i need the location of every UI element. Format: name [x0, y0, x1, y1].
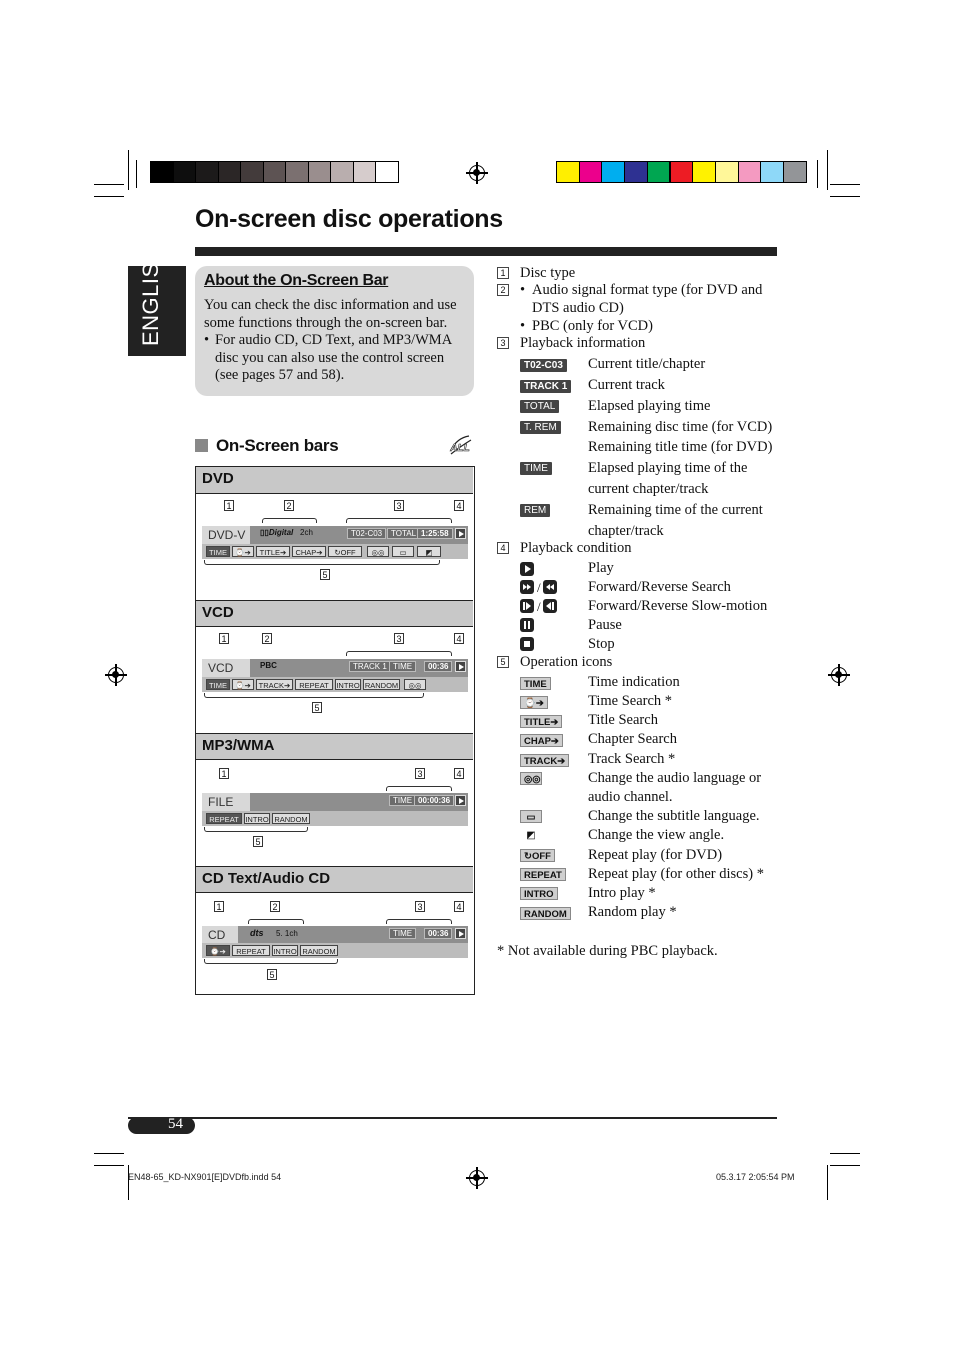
random-icon: RANDOM	[520, 907, 571, 920]
angle-icon: ◩	[417, 546, 441, 557]
legend-bullet: •	[520, 318, 526, 334]
legend-text: Remaining time of the current	[588, 502, 763, 518]
track-search-icon: TRACK➔	[520, 754, 569, 767]
callout-3: 3	[415, 901, 425, 912]
legend-pbc: PBC (only for VCD)	[532, 318, 653, 334]
repeat-off-chip: ↻OFF	[328, 546, 362, 557]
color-swatch	[353, 161, 377, 183]
callout-5: 5	[253, 836, 263, 847]
color-swatch	[601, 161, 625, 183]
callout-4: 4	[454, 768, 464, 779]
about-box	[195, 266, 474, 396]
disc-type: VCD	[202, 659, 250, 677]
legend-text: Change the subtitle language.	[588, 808, 760, 824]
repeat-icon: REPEAT	[520, 868, 566, 881]
total-time: 1:25:58	[417, 528, 453, 539]
callout-3: 3	[415, 768, 425, 779]
title-rule	[195, 247, 777, 256]
audio-format: 5. 1ch	[276, 929, 298, 938]
chapter-search-chip: CHAP➔	[292, 546, 326, 557]
registration-mark-icon	[108, 667, 124, 683]
crop-mark	[128, 1165, 129, 1200]
bracket	[248, 919, 304, 924]
legend-text: Repeat play (for other discs) *	[588, 866, 764, 882]
legend-text: Play	[588, 560, 614, 576]
play-icon	[455, 928, 466, 939]
legend-audio-format: Audio signal format type (for DVD and	[532, 282, 763, 298]
time-search-chip: ⌚➔	[206, 945, 230, 956]
random-chip: RANDOM	[300, 945, 338, 956]
chapter-search-icon: CHAP➔	[520, 734, 563, 747]
intro-chip: INTRO	[245, 815, 269, 824]
random-chip: RANDOM	[364, 681, 399, 690]
callout-1: 1	[214, 901, 224, 912]
repeat-chip: REPEAT	[232, 945, 270, 956]
track-indicator: TRACK 1	[349, 661, 391, 672]
play-icon	[455, 528, 466, 539]
crop-mark	[94, 1153, 124, 1154]
color-swatch	[647, 161, 671, 183]
callout-4: 4	[454, 633, 464, 644]
callout-2: 2	[262, 633, 272, 644]
legend-text: Random play *	[588, 904, 677, 920]
bracket	[386, 786, 452, 791]
legend-text: current chapter/track	[588, 481, 709, 497]
color-swatch	[783, 161, 807, 183]
callout-2: 2	[270, 901, 280, 912]
legend-text: Remaining title time (for DVD)	[588, 439, 773, 455]
color-swatch	[760, 161, 784, 183]
legend-num-3: 3	[497, 337, 509, 349]
bracket	[204, 693, 424, 698]
legend-num-2: 2	[497, 284, 509, 296]
mp3-onscreen-bar	[202, 793, 468, 826]
crop-mark	[830, 184, 860, 185]
intro-icon: INTRO	[520, 887, 558, 900]
bracket	[204, 560, 440, 565]
subtitle-icon: ▭	[392, 546, 414, 557]
page-number-tab	[128, 1117, 195, 1134]
svg-text:/: /	[537, 599, 541, 613]
time-indication-icon: TIME	[520, 677, 551, 690]
random-chip: RANDOM	[272, 813, 310, 824]
section-header-dvd: DVD	[196, 467, 473, 494]
legend-text: Elapsed playing time of the	[588, 460, 748, 476]
crop-mark	[136, 160, 137, 188]
color-swatch	[173, 161, 197, 183]
onscreen-bars-panel	[195, 466, 475, 995]
legend-text: Elapsed playing time	[588, 398, 711, 414]
footnote: * Not available during PBC playback.	[497, 943, 718, 959]
svg-text:ALL: ALL	[450, 443, 470, 454]
total-label: TOTAL	[387, 528, 420, 539]
intro-chip: INTRO	[273, 947, 297, 956]
callout-3: 3	[394, 633, 404, 644]
section-header-mp3-wma: MP3/WMA	[196, 733, 473, 760]
registration-mark-icon	[469, 1170, 485, 1186]
dvd-operation-row	[202, 544, 468, 559]
legend-text: Forward/Reverse Search	[588, 579, 731, 595]
crop-mark	[827, 150, 828, 190]
legend-text: Repeat play (for DVD)	[588, 847, 723, 863]
all-discs-icon	[447, 432, 473, 458]
crop-mark	[94, 196, 124, 197]
time-chip: TIME	[206, 679, 230, 690]
registration-mark-icon	[469, 165, 485, 181]
elapsed-time: 00:00:36	[414, 795, 454, 806]
time-label: TIME	[389, 661, 416, 672]
subtitle-icon: ▭	[520, 810, 542, 823]
legend-playback-condition: Playback condition	[520, 540, 632, 556]
title-chapter-icon: T02-C03	[520, 359, 567, 372]
play-icon	[455, 661, 466, 672]
track-icon: TRACK 1	[520, 380, 571, 393]
about-body: You can check the disc information and use some functions through the on-screen bar.	[204, 297, 457, 331]
bracket	[346, 651, 452, 656]
crop-mark	[94, 1165, 124, 1166]
stop-icon	[520, 637, 534, 651]
audio-icon: ◎◎	[520, 772, 542, 785]
legend-text: Chapter Search	[588, 731, 677, 747]
total-icon: TOTAL	[520, 400, 559, 413]
crop-mark	[827, 1165, 828, 1200]
section-header-vcd: VCD	[196, 600, 473, 627]
cd-onscreen-bar	[202, 926, 468, 958]
callout-2: 2	[284, 500, 294, 511]
rem-icon: REM	[520, 504, 550, 517]
color-swatch	[579, 161, 603, 183]
crop-mark	[94, 184, 124, 185]
legend-text: Current track	[588, 377, 665, 393]
color-swatch	[738, 161, 762, 183]
page-number: 54	[168, 1116, 183, 1132]
audio-format: 2ch	[300, 528, 313, 537]
legend-text: Change the audio language or	[588, 770, 762, 786]
time-icon: TIME	[520, 462, 552, 475]
bracket	[204, 827, 308, 832]
dvd-onscreen-bar	[202, 526, 468, 559]
dts-logo: dts	[250, 928, 264, 938]
color-swatch	[715, 161, 739, 183]
t-rem-icon: T. REM	[520, 421, 561, 434]
color-swatch	[375, 161, 399, 183]
angle-icon: ◩	[520, 829, 542, 842]
mp3-operation-row	[202, 811, 468, 826]
registration-mark-icon	[831, 667, 847, 683]
play-icon	[520, 562, 534, 576]
bracket	[262, 518, 317, 523]
dolby-digital-icon: ▯▯Digital	[260, 528, 294, 537]
crop-mark	[817, 160, 818, 188]
title-chapter-indicator: T02-C03	[347, 528, 386, 539]
pause-icon	[520, 618, 534, 632]
about-heading: About the On-Screen Bar	[204, 272, 389, 289]
legend-text: Pause	[588, 617, 622, 633]
disc-type: DVD-V	[202, 526, 250, 544]
color-swatch	[692, 161, 716, 183]
onscreen-bars-heading: On-Screen bars	[195, 436, 338, 456]
color-swatch	[285, 161, 309, 183]
time-label: TIME	[389, 928, 416, 939]
cd-operation-row	[202, 943, 468, 958]
legend-audio-format-cont: DTS audio CD)	[532, 300, 624, 316]
legend-text: Stop	[588, 636, 615, 652]
time-search-chip: ⌚➔	[232, 679, 254, 690]
language-tab-label: ENGLISH	[138, 245, 163, 346]
callout-4: 4	[454, 901, 464, 912]
repeat-chip: REPEAT	[206, 813, 242, 824]
elapsed-time: 00:36	[424, 928, 452, 939]
repeat-chip: REPEAT	[295, 679, 333, 690]
time-label: TIME	[389, 795, 416, 806]
callout-5: 5	[267, 969, 277, 980]
crop-mark	[128, 150, 129, 190]
legend-text: Intro play *	[588, 885, 656, 901]
legend-text: chapter/track	[588, 523, 664, 539]
legend-text: Change the view angle.	[588, 827, 725, 843]
legend-disc-type: Disc type	[520, 265, 576, 281]
crop-mark	[830, 196, 860, 197]
callout-1: 1	[224, 500, 234, 511]
disc-type: FILE	[202, 793, 250, 811]
legend-playback-info: Playback information	[520, 335, 646, 351]
legend-num-4: 4	[497, 542, 509, 554]
audio-icon: ◎◎	[404, 679, 426, 690]
color-swatch	[670, 161, 694, 183]
square-bullet-icon	[195, 439, 208, 452]
time-search-icon: ⌚➔	[520, 696, 548, 709]
crop-mark	[830, 1153, 860, 1154]
legend-num-5: 5	[497, 656, 509, 668]
bracket	[386, 919, 452, 924]
legend-num-1: 1	[497, 267, 509, 279]
title-search-icon: TITLE➔	[520, 715, 562, 728]
crop-mark	[830, 1165, 860, 1166]
callout-5: 5	[320, 569, 330, 580]
color-swatch	[218, 161, 242, 183]
callout-5: 5	[312, 702, 322, 713]
legend-text: Time indication	[588, 674, 680, 690]
bracket	[346, 518, 452, 523]
slug-timestamp: 05.3.17 2:05:54 PM	[716, 1172, 795, 1182]
color-swatch	[624, 161, 648, 183]
about-bullet: • For audio CD, CD Text, and MP3/WMA disc you can also use the control screen (see pages 57 and 58).	[204, 332, 466, 385]
legend-text: Time Search *	[588, 693, 673, 709]
vcd-onscreen-bar	[202, 659, 468, 692]
callout-4: 4	[454, 500, 464, 511]
track-search-chip: TRACK➔	[256, 679, 293, 690]
play-icon	[455, 795, 466, 806]
color-swatch	[330, 161, 354, 183]
color-swatch	[308, 161, 332, 183]
callout-1: 1	[219, 768, 229, 779]
legend-operation-icons: Operation icons	[520, 654, 613, 670]
svg-text:/: /	[537, 580, 541, 594]
legend-text: Title Search	[588, 712, 658, 728]
legend-text: Track Search *	[588, 751, 676, 767]
bracket	[204, 959, 338, 964]
color-swatch	[195, 161, 219, 183]
vcd-operation-row	[202, 677, 468, 692]
callout-1: 1	[219, 633, 229, 644]
color-swatch	[556, 161, 580, 183]
color-swatch	[263, 161, 287, 183]
section-header-cd: CD Text/Audio CD	[196, 866, 473, 893]
legend-bullet: •	[520, 282, 526, 298]
slow-icon	[520, 599, 558, 613]
language-tab	[128, 245, 186, 356]
audio-icon: ◎◎	[367, 546, 389, 557]
legend-text: audio channel.	[588, 789, 673, 805]
time-chip: TIME	[206, 546, 230, 557]
page-title: On-screen disc operations	[195, 205, 503, 233]
slug-file: EN48-65_KD-NX901[E]DVDfb.indd 54	[128, 1172, 282, 1182]
repeat-off-icon: ↻OFF	[520, 849, 555, 862]
pbc-indicator: PBC	[260, 661, 277, 670]
color-swatch	[150, 161, 174, 183]
title-search-chip: TITLE➔	[256, 546, 290, 557]
footer-rule	[128, 1117, 777, 1119]
elapsed-time: 00:36	[424, 661, 452, 672]
time-search-chip: ⌚➔	[232, 546, 254, 557]
legend-text: Forward/Reverse Slow-motion	[588, 598, 768, 614]
intro-chip: INTRO	[336, 681, 360, 690]
disc-type: CD	[202, 926, 238, 944]
search-icon	[520, 580, 558, 594]
legend-text: Current title/chapter	[588, 356, 706, 372]
color-swatch	[240, 161, 264, 183]
legend-text: Remaining disc time (for VCD)	[588, 419, 773, 435]
callout-3: 3	[394, 500, 404, 511]
